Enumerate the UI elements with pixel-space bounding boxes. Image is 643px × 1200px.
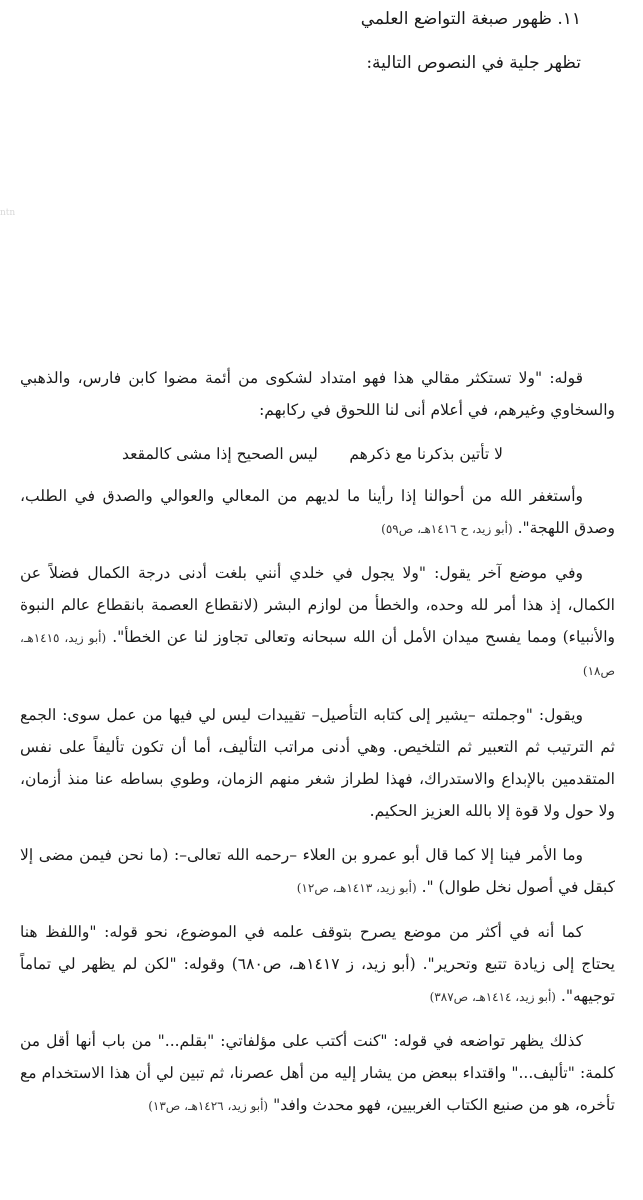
section-heading: ١١. ظهور صبغة التواضع العلمي [360,9,581,29]
paragraph-text: كما أنه في أكثر من موضع يصرح بتوقف علمه في الموضوع، نحو قوله: "واللفظ هنا يحتاج إلى زيادة تتبع وتحرير". (أبو زيد، ز ١٤١٧هـ، ص٦٨٠) وقوله: "لكن لم يظهر لي تماماً توجيهه". [20,923,615,1005]
intro-line: تظهر جلية في النصوص التالية: [366,53,581,73]
paragraph-text: قوله: "ولا تستكثر مقالي هذا فهو امتداد لشكوى من أئمة مضوا كابن فارس، والذهبي والسخاوي وغيرهم، في أعلام أنى لنا اللحوق في ركابهم: [20,369,615,419]
citation: (أبو زيد، ١٤١٤هـ، ص٣٨٧) [429,990,556,1004]
bleed-through-mark: ntn [0,208,16,218]
paragraph-5 [20,839,615,904]
paragraph-6 [20,916,615,1013]
paragraph-text: كذلك يظهر تواضعه في قوله: "كنت أكتب على مؤلفاتي: "بقلم..." من باب أنها أقل من كلمة: "تأليف..." واقتداء ببعض من يشار إليه من أهل عصرنا، ثم تبين لي أن هذا الاستخدام مع تأخره، هو من صنيع الكتاب الغربيين، فهو محدث وافد" [20,1032,615,1114]
citation: (أبو زيد، ح ١٤١٦هـ، ص٥٩) [381,522,513,536]
paragraph-1 [20,362,615,426]
citation: (أبو زيد، ١٤٢٦هـ، ص١٣) [148,1099,269,1113]
citation: (أبو زيد، ١٤١٥هـ، ص١٨) [20,631,615,678]
verse-second-hemistich: ليس الصحيح إذا مشى كالمقعد [122,445,318,463]
paragraph-7 [20,1025,615,1122]
poetry-verse [20,438,615,470]
paragraph-text: ويقول: "وجملته –يشير إلى كتابه التأصيل– تقييدات ليس لي فيها من عمل سوى: الجمع ثم الترتيب ثم التعبير ثم التلخيص. وهي أدنى مراتب التأليف، أما أن تكون تأليفاً على نفس المتقدمين بالإبداع والاستدراك، فهذا لطراز شغر منهم الزمان، وطوي بساطه عنا منذ أزمان، ولا حول ولا قوة إلا بالله العزيز الحكيم. [20,706,615,820]
paragraph-3 [20,557,615,687]
paragraph-text: وأستغفر الله من أحوالنا إذا رأينا ما لديهم من المعالي والعوالي والصدق في الطلب، وصدق اللهجة". [20,487,615,537]
body-text [20,362,615,1134]
paragraph-4 [20,699,615,827]
citation: (أبو زيد، ١٤١٣هـ، ص١٢) [296,881,417,895]
paragraph-2 [20,480,615,545]
paragraph-text: وفي موضع آخر يقول: "ولا يجول في خلدي أنني بلغت أدنى درجة الكمال فضلاً عن الكمال، إذ هذا أمر لله وحده، والخطأ من لوازم البشر (لانقطاع العصمة بانقطاع عالم النبوة والأنبياء) ومما يفسح ميدان الأمل أن الله سبحانه وتعالى تجاوز لنا عن الخطأ". [20,564,615,646]
verse-first-hemistich: لا تأتين بذكرنا مع ذكرهم [349,445,503,463]
paragraph-text: وما الأمر فينا إلا كما قال أبو عمرو بن العلاء –رحمه الله تعالى–: (ما نحن فيمن مضى إلا كبقل في أصول نخل طوال) ". [20,846,615,896]
